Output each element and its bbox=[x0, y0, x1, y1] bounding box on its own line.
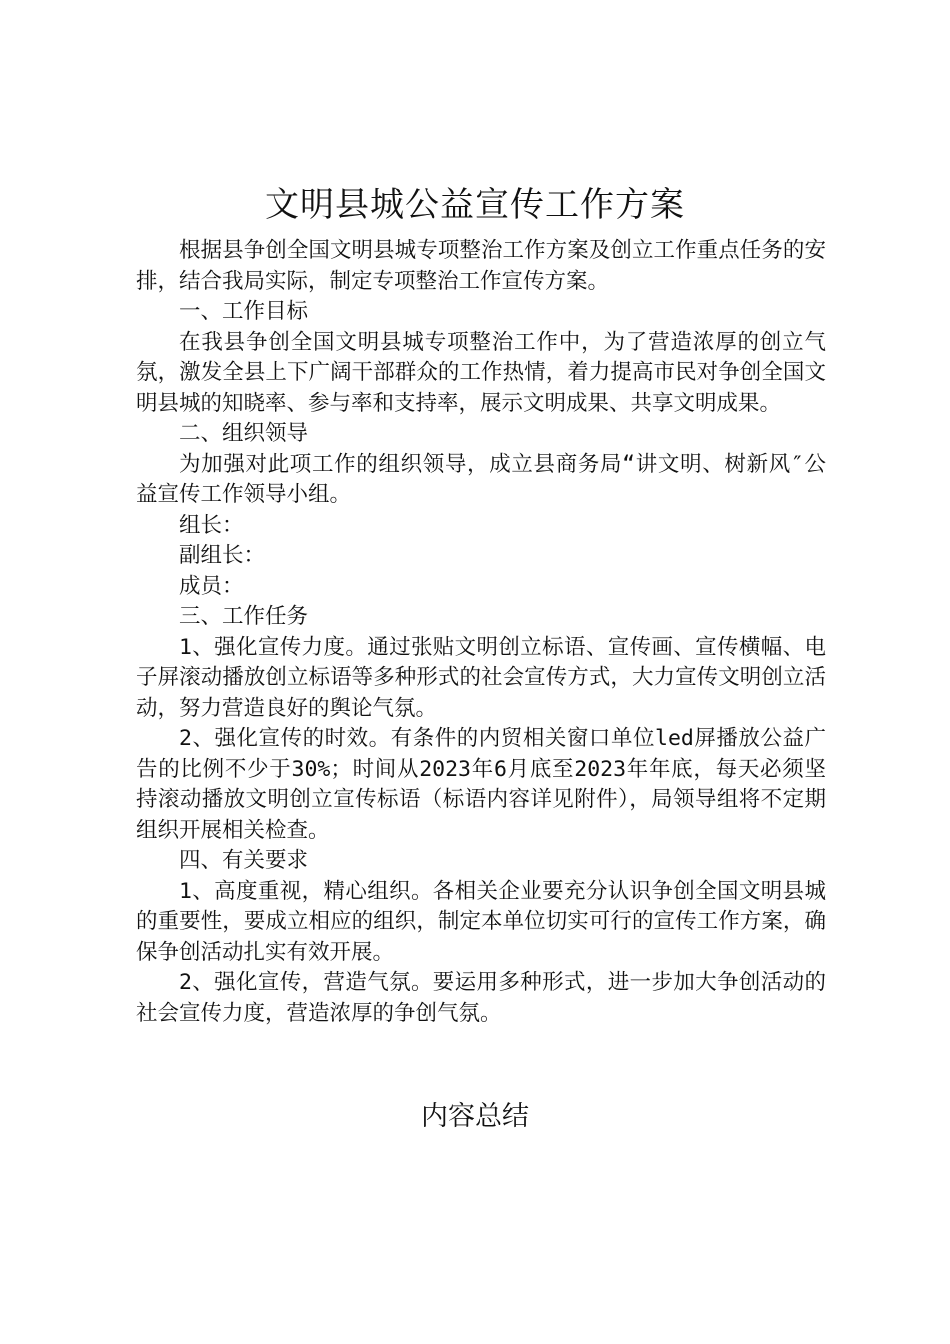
team-leader-line: 组长： bbox=[179, 512, 244, 538]
section-heading-requirements: 四、有关要求 bbox=[179, 848, 309, 873]
requirement-item-1: 1、高度重视，精心组织。各相关企业要充分认识争创全国文明县城的重要性，要成立相应的组织，制定本单位切实可行的宣传工作方案，确保争创活动扎实有效开展。 bbox=[136, 878, 826, 965]
leadership-paragraph: 为加强对此项工作的组织领导，成立县商务局“讲文明、树新风″公益宣传工作领导小组。 bbox=[136, 451, 826, 507]
summary-heading: 内容总结 bbox=[421, 1101, 529, 1132]
members-line: 成员： bbox=[179, 573, 244, 599]
goals-paragraph: 在我县争创全国文明县城专项整治工作中，为了营造浓厚的创立气氛，激发全县上下广阔干部群众的工作热情，着力提高市民对争创全国文明县城的知晓率、参与率和支持率，展示文明成果、共享文明成果。 bbox=[136, 329, 826, 416]
document-title: 文明县城公益宣传工作方案 bbox=[265, 185, 685, 225]
deputy-leader-line: 副组长： bbox=[179, 543, 266, 568]
section-heading-tasks: 三、工作任务 bbox=[179, 604, 309, 629]
section-heading-goals: 一、工作目标 bbox=[179, 299, 309, 324]
requirement-item-2: 2、强化宣传，营造气氛。要运用多种形式，进一步加大争创活动的社会宣传力度，营造浓厚的争创气氛。 bbox=[136, 970, 826, 1026]
document-body bbox=[136, 236, 826, 1029]
intro-paragraph: 根据县争创全国文明县城专项整治工作方案及创立工作重点任务的安排，结合我局实际，制定专项整治工作宣传方案。 bbox=[136, 238, 826, 294]
task-item-2: 2、强化宣传的时效。有条件的内贸相关窗口单位led屏播放公益广告的比例不少于30%；时间从2023年6月底至2023年年底，每天必须坚持滚动播放文明创立宣传标语（标语内容详见附件），局领导组将不定期组织开展相关检查。 bbox=[136, 726, 826, 843]
section-heading-leadership: 二、组织领导 bbox=[179, 421, 309, 446]
task-item-1: 1、强化宣传力度。通过张贴文明创立标语、宣传画、宣传横幅、电子屏滚动播放创立标语等多种形式的社会宣传方式，大力宣传文明创立活动，努力营造良好的舆论气氛。 bbox=[136, 634, 826, 721]
